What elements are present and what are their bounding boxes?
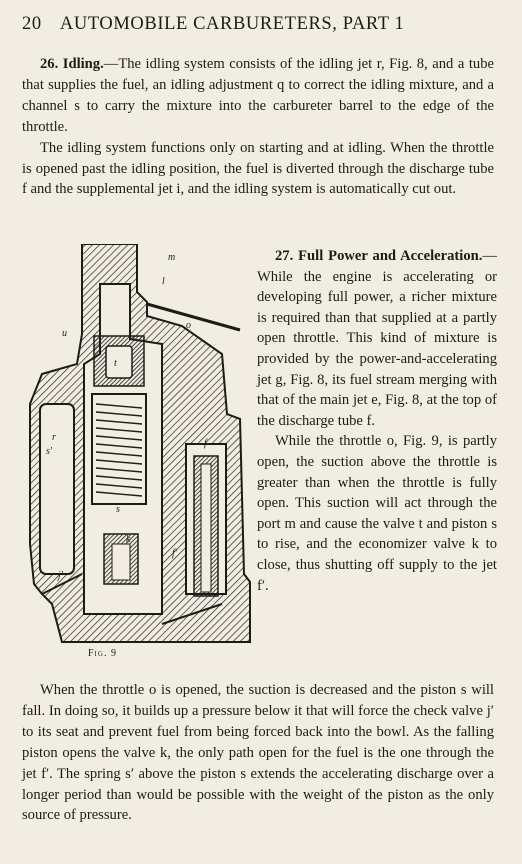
- section-26-body-1: —The idling system consists of the idling jet r, Fig. 8, and a tube that supplies the fuel, an idling adjustment q to correct the idling mixture, and a channel s to carry the mixture into the carbureter barrel to the edge of the throttle.: [22, 56, 495, 135]
- section-27-column: [257, 246, 497, 596]
- section-27-heading: 27. Full Power and Acceleration.: [275, 248, 483, 264]
- label-s: s: [116, 504, 120, 515]
- label-k: k: [126, 534, 131, 545]
- running-header: [22, 14, 502, 35]
- label-f-prime: f′: [172, 548, 177, 559]
- section-27-para-2: While the throttle o, Fig. 9, is partly open, the suction above the throttle is greater than when the throttle is fully open. This suction will act through the port m and cause the valve t and piston s to rise, and the economizer valve k to close, thus shutting off supply to the jet f′.: [257, 433, 497, 594]
- section-27-continued: [22, 680, 494, 826]
- section-26-heading: 26. Idling.: [40, 56, 104, 72]
- running-title: AUTOMOBILE CARBURETERS, PART 1: [59, 14, 405, 34]
- figure-caption: Fig. 9: [88, 648, 117, 659]
- label-j-prime: j′: [58, 570, 63, 581]
- carbureter-figure: [22, 244, 252, 670]
- label-f: f: [204, 438, 207, 449]
- label-s-prime: s′: [46, 446, 53, 457]
- section-26-para-2: The idling system functions only on starting and at idling. When the throttle is opened past the idling position, the fuel is diverted through the discharge tube f and the supplemental jet i, and the idling system is automatically cut out.: [22, 139, 494, 198]
- section-27-body-1: —While the engine is accelerating or developing full power, a richer mixture is required than that supplied at a partly open throttle. This kind of mixture is provided by the power-and-accelerating jet g, Fig. 8, its fuel stream merging with that of the main jet e, Fig. 8, at the top of the discharge tube f.: [257, 248, 497, 429]
- label-m: m: [168, 252, 176, 263]
- label-l: l: [162, 276, 165, 287]
- section-27-para-1: [257, 246, 497, 431]
- section-26: [22, 54, 494, 200]
- label-r: r: [52, 432, 56, 443]
- label-o: o: [186, 320, 191, 331]
- section-27-para-3: When the throttle o is opened, the suction is decreased and the piston s will fall. In doing so, it builds up a pressure below it that will force the check valve j′ to its seat and prevent fuel from being forced back into the bowl. As the falling piston opens the valve k, the only path open for the fuel is the one through the jet f′. The spring s′ above the piston s extends the accelerating discharge over a longer period than would be possible with the weight of the piston as the only source of pressure.: [22, 682, 494, 824]
- label-t: t: [114, 358, 117, 369]
- label-u: u: [62, 328, 67, 339]
- page-number: 20: [22, 14, 42, 34]
- section-26-para-1: [22, 54, 494, 138]
